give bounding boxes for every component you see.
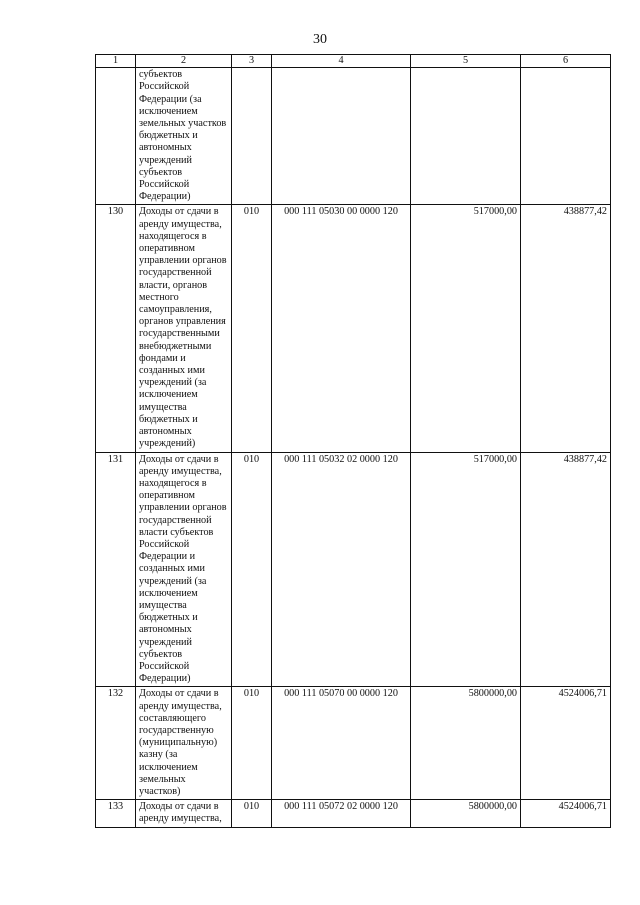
row-actual-amount: 4524006,71 — [521, 800, 611, 827]
column-header: 4 — [272, 55, 411, 68]
row-name: субъектов Российской Федерации (за исключением земельных участков бюджетных и автономных учреждений субъектов Российской Федерации) — [136, 68, 232, 205]
row-budget-code: 000 111 05070 00 0000 120 — [272, 687, 411, 800]
row-name: Доходы от сдачи в аренду имущества, находящегося в оперативном управлении органов государственной власти, органов местного самоуправления, органов управления государственными внебюджетными фондами и созданных ими учреждений (за исключением имущества бюджетных и автономных учреждений) — [136, 205, 232, 452]
row-number — [96, 68, 136, 205]
row-line-code — [232, 68, 272, 205]
table-row — [96, 205, 611, 452]
column-header: 6 — [521, 55, 611, 68]
row-line-code: 010 — [232, 452, 272, 687]
column-header: 1 — [96, 55, 136, 68]
row-actual-amount — [521, 68, 611, 205]
row-name: Доходы от сдачи в аренду имущества, находящегося в оперативном управлении органов государственной власти субъектов Российской Федерации и созданных ими учреждений (за исключением имущества бюджетных и автономных учреждений субъектов Российской Федерации) — [136, 452, 232, 687]
table-row — [96, 452, 611, 687]
row-budget-code: 000 111 05072 02 0000 120 — [272, 800, 411, 827]
row-budget-code — [272, 68, 411, 205]
row-number: 133 — [96, 800, 136, 827]
row-planned-amount: 5800000,00 — [411, 687, 521, 800]
row-name: Доходы от сдачи в аренду имущества, составляющего государственную (муниципальную) казну (за исключением земельных участков) — [136, 687, 232, 800]
row-budget-code: 000 111 05030 00 0000 120 — [272, 205, 411, 452]
column-header: 3 — [232, 55, 272, 68]
row-number: 130 — [96, 205, 136, 452]
column-header: 2 — [136, 55, 232, 68]
row-name: Доходы от сдачи в аренду имущества, — [136, 800, 232, 827]
row-actual-amount: 438877,42 — [521, 205, 611, 452]
column-header: 5 — [411, 55, 521, 68]
row-planned-amount: 517000,00 — [411, 452, 521, 687]
table-row — [96, 68, 611, 205]
row-budget-code: 000 111 05032 02 0000 120 — [272, 452, 411, 687]
table-row — [96, 687, 611, 800]
revenue-table — [95, 54, 611, 828]
row-planned-amount: 517000,00 — [411, 205, 521, 452]
table-row — [96, 800, 611, 827]
row-planned-amount — [411, 68, 521, 205]
row-line-code: 010 — [232, 687, 272, 800]
page-number: 30 — [313, 32, 327, 47]
row-actual-amount: 4524006,71 — [521, 687, 611, 800]
row-actual-amount: 438877,42 — [521, 452, 611, 687]
row-number: 131 — [96, 452, 136, 687]
row-line-code: 010 — [232, 205, 272, 452]
row-planned-amount: 5800000,00 — [411, 800, 521, 827]
row-line-code: 010 — [232, 800, 272, 827]
table-header-row — [96, 55, 611, 68]
row-number: 132 — [96, 687, 136, 800]
